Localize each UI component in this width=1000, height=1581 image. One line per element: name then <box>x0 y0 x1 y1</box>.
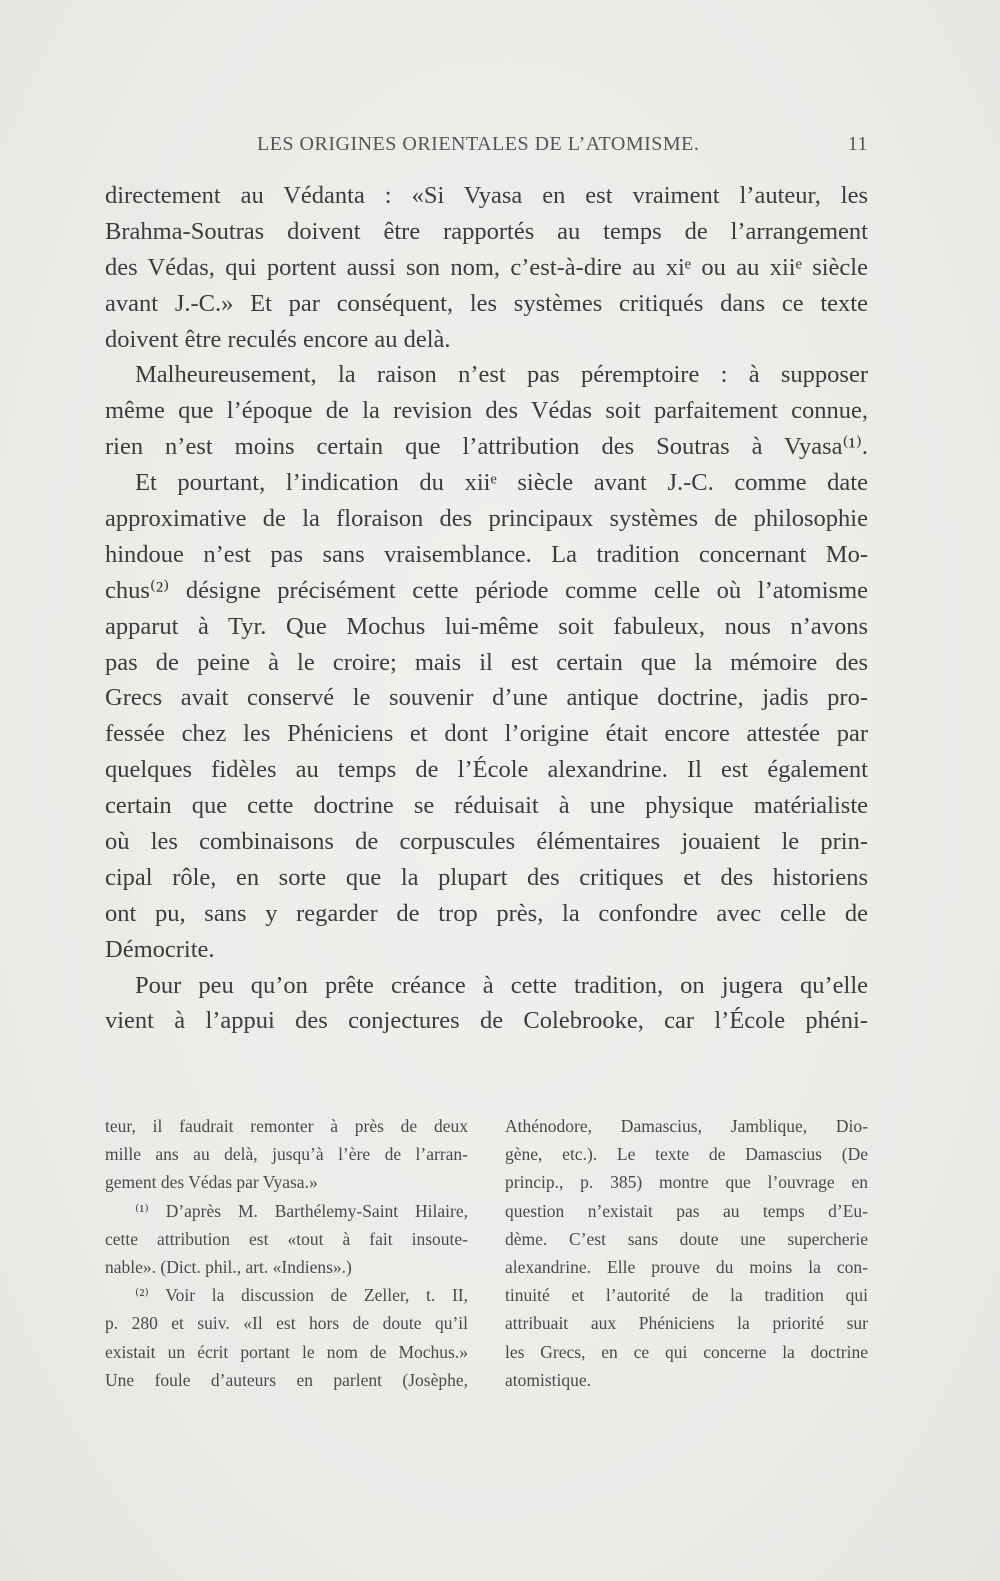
text-line: vient à l’appui des conjectures de Colebrooke, car l’École phéni- <box>105 1007 868 1035</box>
text-line: apparut à Tyr. Que Mochus lui-même soit fabuleux, nous n’avons <box>105 612 868 640</box>
footnote-line: alexandrine. Elle prouve du moins la con- <box>505 1256 868 1277</box>
text-line: approximative de la floraison des principaux systèmes de philosophie <box>105 505 868 533</box>
footnote-line: teur, il faudrait remonter à près de deux <box>105 1116 468 1136</box>
footnote-line: p. 280 et suiv. «Il est hors de doute qu’il <box>105 1313 468 1334</box>
main-text <box>105 178 868 1039</box>
footnote-line: gène, etc.). Le texte de Damascius (De <box>505 1144 868 1165</box>
text-line: rien n’est moins certain que l’attribution des Soutras à Vyasa⁽¹⁾. <box>105 433 868 461</box>
text-line: hindoue n’est pas sans vraisemblance. La tradition concernant Mo- <box>105 540 868 568</box>
text-line: où les combinaisons de corpuscules élémentaires jouaient le prin- <box>105 828 868 856</box>
footnote-line: dème. C’est sans doute une supercherie <box>505 1228 868 1249</box>
text-line: Malheureusement, la raison n’est pas péremptoire : à supposer <box>135 361 868 389</box>
text-line: cipal rôle, en sorte que la plupart des critiques et des historiens <box>105 863 868 891</box>
text-line: Grecs avait conservé le souvenir d’une antique doctrine, jadis pro- <box>105 684 868 712</box>
text-line: doivent être reculés encore au delà. <box>105 325 451 353</box>
footnote-line: attribuait aux Phéniciens la priorité sur <box>505 1313 868 1334</box>
text-line: même que l’époque de la revision des Védas soit parfaitement connue, <box>105 397 868 425</box>
text-line: Et pourtant, l’indication du xiiᵉ siècle avant J.-C. comme date <box>135 469 868 497</box>
footnote-line: ⁽²⁾ Voir la discussion de Zeller, t. II, <box>135 1285 468 1306</box>
footnotes-right-column <box>505 1112 868 1394</box>
footnote-line: Une foule d’auteurs en parlent (Josèphe, <box>105 1369 468 1390</box>
footnote-line: cette attribution est «tout à fait insoute- <box>105 1228 468 1249</box>
text-line: Brahma-Soutras doivent être rapportés au temps de l’arrangement <box>105 217 868 245</box>
text-line: Pour peu qu’on prête créance à cette tradition, on jugera qu’elle <box>135 971 868 999</box>
footnote-line: Athénodore, Damascius, Jamblique, Dio- <box>505 1116 868 1136</box>
text-line: fessée chez les Phéniciens et dont l’origine était encore attestée par <box>105 720 868 748</box>
footnote-line: princip., p. 385) montre que l’ouvrage en <box>505 1172 868 1193</box>
footnote-line: tinuité et l’autorité de la tradition qui <box>505 1285 868 1306</box>
text-line: des Védas, qui portent aussi son nom, c’est-à-dire au xiᵉ ou au xiiᵉ siècle <box>105 253 868 281</box>
running-title: LES ORIGINES ORIENTALES DE L’ATOMISME. <box>257 133 700 155</box>
footnote-line: existait un écrit portant le nom de Mochus.» <box>105 1341 468 1362</box>
text-line: certain que cette doctrine se réduisait à une physique matérialiste <box>105 792 868 820</box>
text-line: pas de peine à le croire; mais il est certain que la mémoire des <box>105 648 868 676</box>
page-number: 11 <box>847 133 868 155</box>
text-line: chus⁽²⁾ désigne précisément cette période comme celle où l’atomisme <box>105 576 868 604</box>
footnote-line: nable». (Dict. phil., art. «Indiens».) <box>105 1256 352 1277</box>
footnote-line: ⁽¹⁾ D’après M. Barthélemy-Saint Hilaire, <box>135 1200 468 1221</box>
text-line: ont pu, sans y regarder de trop près, la confondre avec celle de <box>105 899 868 927</box>
footnote-line: mille ans au delà, jusqu’à l’ère de l’arran- <box>105 1144 468 1165</box>
text-line: avant J.-C.» Et par conséquent, les systèmes critiqués dans ce texte <box>105 289 868 317</box>
footnote-line: gement des Védas par Vyasa.» <box>105 1172 318 1193</box>
text-line: Démocrite. <box>105 935 215 963</box>
text-line: quelques fidèles au temps de l’École alexandrine. Il est également <box>105 756 868 784</box>
footnotes-left-column <box>105 1112 468 1394</box>
text-line: directement au Védanta : «Si Vyasa en est vraiment l’auteur, les <box>105 182 868 209</box>
footnote-line: atomistique. <box>505 1369 592 1390</box>
footnote-line: les Grecs, en ce qui concerne la doctrine <box>505 1341 868 1362</box>
footnote-line: question n’existait pas au temps d’Eu- <box>505 1200 868 1221</box>
